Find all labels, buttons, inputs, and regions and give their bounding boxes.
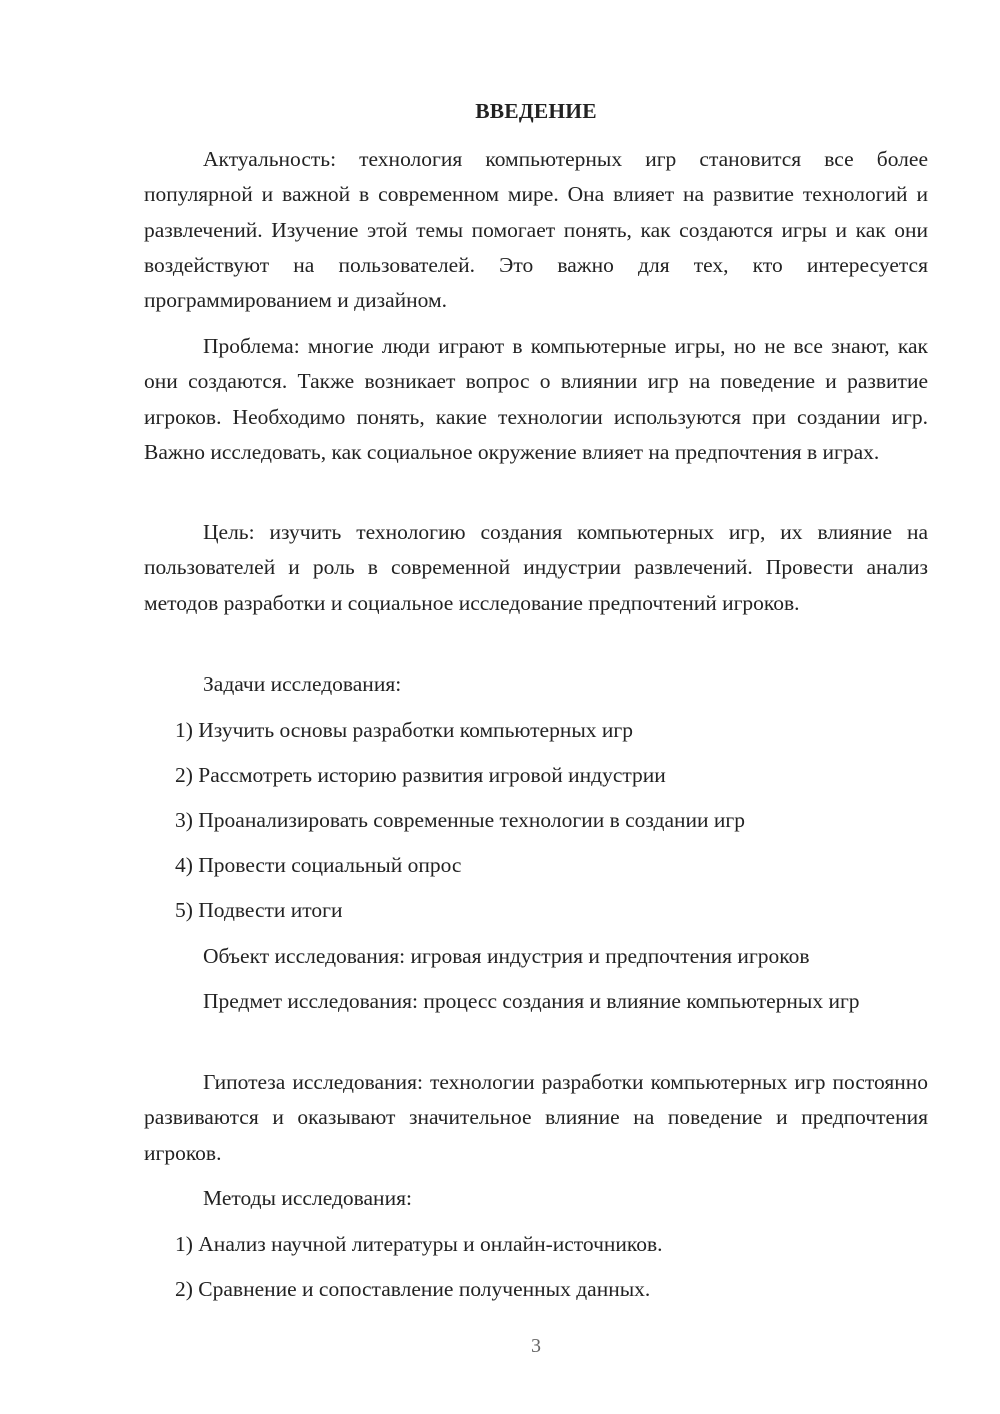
task-item: 4) Провести социальный опрос (175, 853, 462, 877)
subject-paragraph: Предмет исследования: процесс создания и влияние компьютерных игр (203, 989, 860, 1013)
method-item: 1) Анализ научной литературы и онлайн-источников. (175, 1232, 663, 1256)
task-item: 5) Подвести итоги (175, 898, 343, 922)
page-number: 3 (531, 1335, 541, 1357)
task-item: 2) Рассмотреть историю развития игровой индустрии (175, 763, 666, 787)
task-item: 1) Изучить основы разработки компьютерных игр (175, 718, 633, 742)
methods-heading: Методы исследования: (203, 1186, 412, 1210)
tasks-heading: Задачи исследования: (203, 672, 402, 696)
page-title: ВВЕДЕНИЕ (475, 99, 597, 123)
problem-paragraph: Проблема: многие люди играют в компьютерные игры, но не все знают, как они создаются. Также возникает вопрос о влиянии игр на поведение и развитие игроков. Необходимо понять, какие технологии используются при создании игр. Важно исследовать, как социальное окружение влияет на предпочтения в играх. (144, 334, 928, 464)
goal-paragraph: Цель: изучить технологию создания компьютерных игр, их влияние на пользователей и роль в современной индустрии развлечений. Провести анализ методов разработки и социальное исследование предпочтений игроков. (144, 520, 928, 615)
hypothesis-paragraph: Гипотеза исследования: технологии разработки компьютерных игр постоянно развиваются и оказывают значительное влияние на поведение и предпочтения игроков. (144, 1070, 928, 1165)
object-line: Объект исследования: игровая индустрия и предпочтения игроков (203, 944, 810, 968)
task-item: 3) Проанализировать современные технологии в создании игр (175, 808, 745, 832)
relevance-paragraph: Актуальность: технология компьютерных игр становится все более популярной и важной в современном мире. Она влияет на развитие технологий и развлечений. Изучение этой темы помогает понять, как создаются игры и как они воздействуют на пользователей. Это важно для тех, кто интересуется программированием и дизайном. (144, 147, 928, 313)
method-item: 2) Сравнение и сопоставление полученных данных. (175, 1277, 651, 1301)
